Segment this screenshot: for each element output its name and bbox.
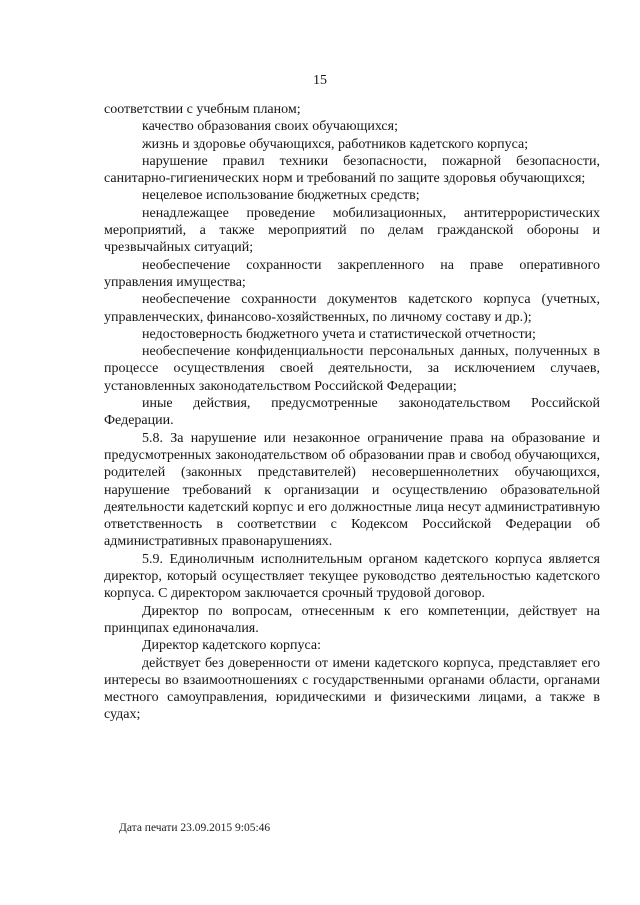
page-number: 15 [313,73,327,88]
paragraph: действует без доверенности от имени кадетского корпуса, представляет его интересы во взаимоотношениях с государственными органами области, органами местного самоуправления, юридическими и физическими лицами, а также в судах; [104,655,600,723]
document-body [104,101,600,724]
paragraph: качество образования своих обучающихся; [142,119,398,135]
paragraph: недостоверность бюджетного учета и статистической отчетности; [142,326,536,342]
paragraph: необеспечение сохранности закрепленного на праве оперативного управления имущества; [104,257,600,290]
paragraph: необеспечение сохранности документов кадетского корпуса (учетных, управленческих, финансово-хозяйственных, по личному составу и др.); [104,292,600,325]
paragraph: необеспечение конфиденциальности персональных данных, полученных в процессе осуществления своей деятельности, за исключением случаев, установленных законодательством Российской Федерации; [104,344,600,394]
paragraph: Директор по вопросам, отнесенным к его компетенции, действует на принципах единоначалия. [104,603,600,636]
paragraph: иные действия, предусмотренные законодательством Российской Федерации. [104,396,600,429]
paragraph: Директор кадетского корпуса: [142,638,322,654]
section-5-9-paragraph: 5.9. Единоличным исполнительным органом кадетского корпуса является директор, который осуществляет текущее руководство деятельностью кадетского корпуса. С директором заключается срочный трудовой договор. [104,551,600,602]
print-date-footer: Дата печати 23.09.2015 9:05:46 [119,822,271,834]
paragraph: ненадлежащее проведение мобилизационных, антитеррористических мероприятий, а также мероприятий по делам гражданской обороны и чрезвычайных ситуаций; [104,205,600,256]
paragraph: соответствии с учебным планом; [104,102,301,117]
paragraph: нецелевое использование бюджетных средств; [142,188,420,204]
paragraph: нарушение правил техники безопасности, пожарной безопасности, санитарно-гигиенических норм и требований по защите здоровья обучающихся; [104,153,600,187]
paragraph: жизнь и здоровье обучающихся, работников кадетского корпуса; [142,136,529,152]
section-5-8-paragraph: 5.8. За нарушение или незаконное ограничение права на образование и предусмотренных законодательством об образовании прав и свобод обучающихся, родителей (законных представителей) несовершеннолетних обучающихся, нарушение требований к организации и осуществлению образовательной деятельности кадетский корпус и его должностные лица несут административную ответственность в соответствии с Кодексом Российской Федерации об административных правонарушениях. [104,430,600,550]
